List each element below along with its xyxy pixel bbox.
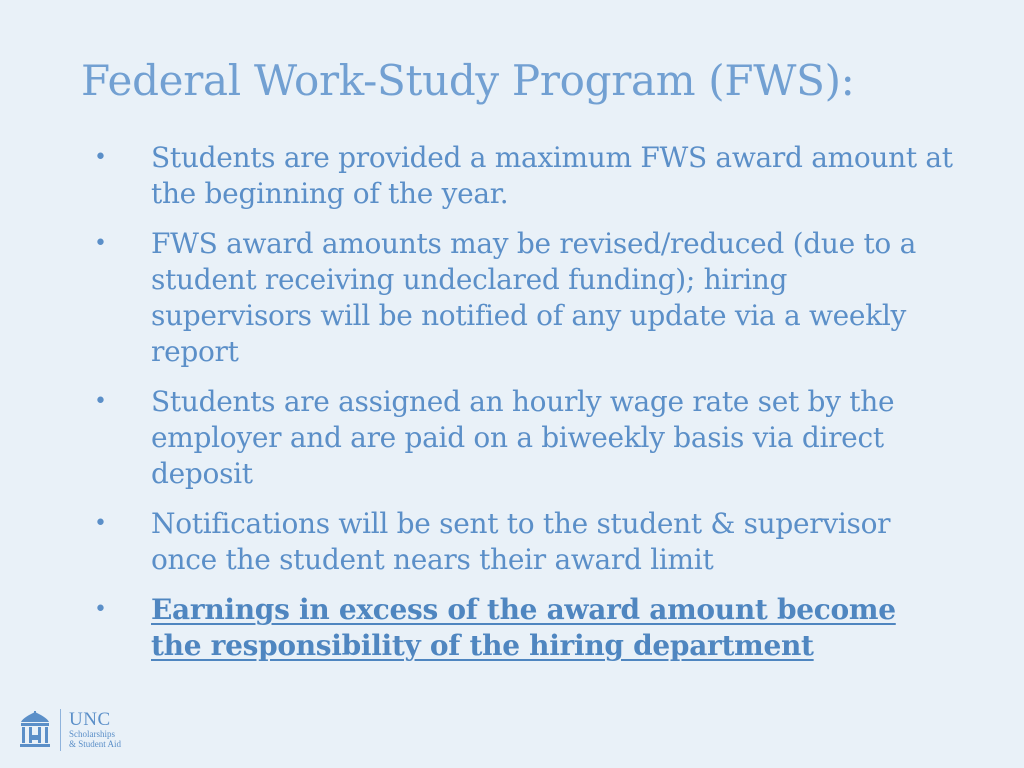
- bullet-text: Notifications will be sent to the student & supervisor once the student nears their award limit: [151, 507, 891, 576]
- logo-line-2: & Student Aid: [69, 739, 122, 749]
- bullet-text: Students are provided a maximum FWS award amount at the beginning of the year.: [151, 141, 953, 210]
- unc-logo: [19, 708, 121, 752]
- bullet-item: [94, 506, 954, 578]
- bullet-marker: •: [94, 597, 107, 622]
- bullet-text: Students are assigned an hourly wage rate set by the employer and are paid on a biweekly basis via direct deposit: [151, 385, 895, 490]
- bullet-text-emphasis: Earnings in excess of the award amount become the responsibility of the hiring department: [151, 593, 896, 662]
- old-well-icon: [19, 711, 51, 749]
- bullet-item-emphasis: [94, 592, 954, 664]
- logo-wordmark: [69, 711, 121, 749]
- bullet-marker: •: [94, 389, 107, 414]
- bullet-text: FWS award amounts may be revised/reduced (due to a student receiving undeclared funding); hiring supervisors will be notified of any update via a weekly report: [151, 227, 916, 368]
- logo-line-1: Scholarships: [69, 729, 115, 739]
- slide-title: Federal Work-Study Program (FWS):: [81, 56, 855, 105]
- bullet-marker: •: [94, 231, 107, 256]
- logo-divider: [60, 709, 61, 751]
- bullet-list: [94, 140, 954, 678]
- bullet-item: [94, 140, 954, 212]
- bullet-item: [94, 384, 954, 492]
- bullet-marker: •: [94, 511, 107, 536]
- bullet-item: [94, 226, 954, 370]
- logo-name: UNC: [69, 709, 111, 730]
- bullet-marker: •: [94, 145, 107, 170]
